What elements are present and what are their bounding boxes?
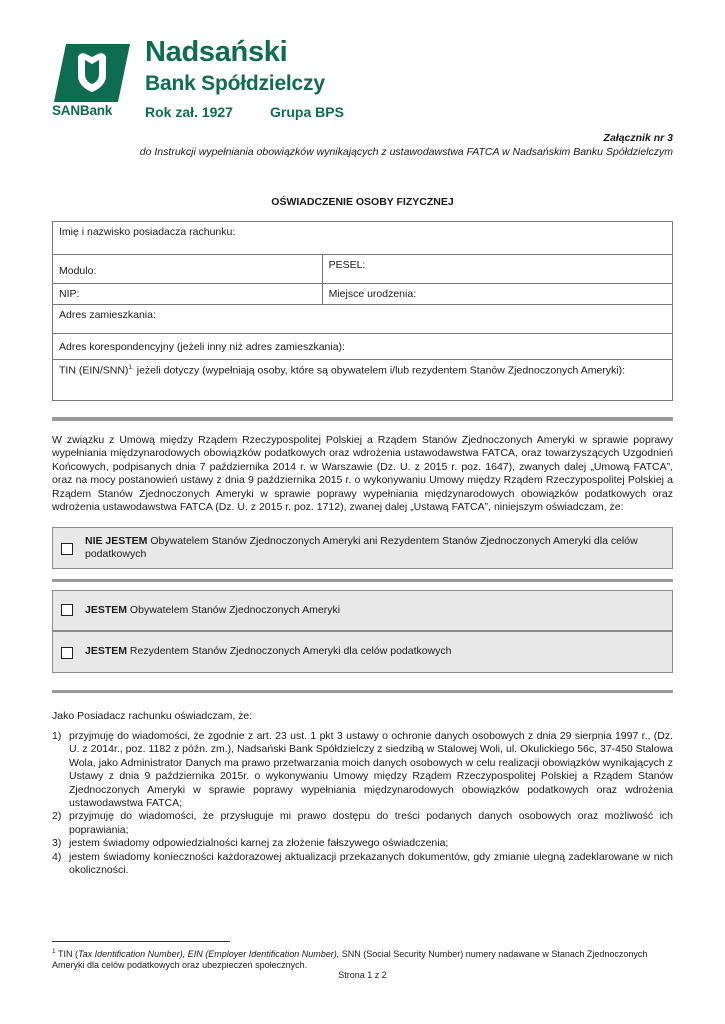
option-2-bold: JESTEM [85,603,128,616]
option-not-us-person[interactable] [52,527,673,569]
option-us-tax-resident[interactable] [52,631,673,673]
logo-bank-name: Nadsański [145,36,288,68]
logo-bank-name-2: Bank Spółdzielczy [145,72,325,95]
document-title: OŚWIADCZENIE OSOBY FIZYCZNEJ [271,196,454,208]
list-item: 3) jestem świadomy odpowiedzialności karnej za złożenie fałszywego oświadczenia; [52,837,449,850]
checkbox-us-tax-resident[interactable] [61,647,73,659]
declarations-list [52,730,673,877]
tin-label: TIN (EIN/SNN) [59,364,129,377]
pesel-field[interactable] [322,255,672,284]
residence-address-field[interactable] [53,305,673,334]
annex-title: Załącznik nr 3 [603,132,673,144]
declarations-heading: Jako Posiadacz rachunku oświadczam, że: [52,710,253,722]
option-us-citizen[interactable] [52,590,673,631]
option-2-text: Obywatelem Stanów Zjednoczonych Ameryki [127,603,341,616]
account-holder-name-label: Imię i nazwisko posiadacza rachunku: [59,226,236,238]
option-3-text: Rezydentem Stanów Zjednoczonych Ameryki dla celów podatkowych [127,645,452,658]
checkbox-not-us-person[interactable] [61,543,73,555]
correspondence-address-field[interactable] [53,334,673,360]
list-item: 1) przyjmuję do wiadomości, że zgodnie z art. 23 ust. 1 pkt 3 ustawy o ochronie danych osobowych z dnia 29 sierpnia 1997 r., (Dz. U. z 2014r., poz. 1182 z późn. zm.), Nadsański Bank Spółdzielczy z siedzibą w Stalowej Woli, ul. Okulickiego 56c, 37-450 Stalowa Wola, jako Administrator Danych ma prawo przetwarzania moich danych osobowych w celu realizacji obowiązków wynikających z Ustawy z dnia 9 października 2015r. o wykonywaniu Umowy między Rządem Rzeczypospolitej Polskiej a Rządem Stanów Zjednoczonych Ameryki w sprawie poprawy wypełniania międzynarodowych obowiązków podatkowych oraz wdrożenia ustawodawstwa FATCA; [52,730,673,810]
option-1-text: Obywatelem Stanów Zjednoczonych Ameryki ani Rezydentem Stanów Zjednoczonych Ameryki dla celów podatkowych [85,535,638,561]
modulo-field[interactable] [53,255,323,284]
personal-data-form [52,221,673,401]
footnote: $^1$ TIN (Tax Identification Number), EIN (Employer Identification Number), SNN (Social Security Number) numery nadawane w Stanach Zjednoczonych Ameryki dla celów podatkowych oraz ubezpieczeń społecznych. [52,948,648,970]
section-divider [52,417,673,421]
bank-logo-icon [52,42,132,104]
nip-label: NIP: [59,288,80,300]
logo-group: Grupa BPS [270,104,344,120]
option-3-bold: JESTEM [85,645,128,658]
option-1-bold: NIE JESTEM [85,535,148,547]
annex-subtitle: do Instrukcji wypełniania obowiązków wynikających z ustawodawstwa FATCA w Nadsańskim Banku Spółdzielczym [139,146,673,158]
list-item: 2) przyjmuję do wiadomości, że przysługuje mi prawo dostępu do treści podanych danych osobowych oraz możliwość ich poprawiania; [52,810,673,836]
birthplace-field[interactable] [322,284,672,305]
modulo-label: Modulo: [59,265,97,277]
correspondence-address-label: Adres korespondencyjny (jeżeli inny niż adres zamieszkania): [59,340,345,353]
list-item: 4) jestem świadomy konieczności każdorazowej aktualizacji przekazanych dokumentów, gdy zmianie ulegną zadeklarowane w nich okoliczności. [52,850,673,877]
section-divider [52,690,673,693]
residence-address-label: Adres zamieszkania: [59,309,156,321]
page-number: Strona 1 z 2 [338,970,387,980]
tin-note: jeżeli dotyczy (wypełniają osoby, które są obywatelem i/lub rezydentem Stanów Zjednoczonych Ameryki): [133,364,626,377]
nip-field[interactable] [53,284,323,305]
intro-paragraph: W związku z Umową między Rządem Rzeczypospolitej Polskiej a Rządem Stanów Zjednoczonych Ameryki w sprawie poprawy wypełniania międzynarodowych obowiązków podatkowych oraz wdrożenia ustawodawstwa FATCA, oraz towarzyszących Uzgodnień Końcowych, podpisanych dnia 7 października 2014 r. w Warszawie (Dz. U. z 2015 r. poz. 1647), zwanych dalej „Umową FATCA”, oraz na mocy postanowień ustawy z dnia 9 października 2015 r. o wykonywaniu Umowy między Rządem Rzeczypospolitej Polskiej a Rządem Stanów Zjednoczonych Ameryki w sprawie poprawy wypełniania międzynarodowych obowiązków podatkowych oraz wdrożenia ustawodawstwa FATCA (Dz. U. z 2015 r. poz. 1712), zwanej dalej „Ustawą FATCA”, niniejszym oświadczam, że: [52,434,673,514]
logo-brand-text: SANBank [52,103,113,118]
birthplace-label: Miejsce urodzenia: [328,288,417,300]
pesel-label: PESEL: [328,259,366,271]
logo-founded-year: Rok zał. 1927 [145,104,233,120]
tin-footnote-ref: 1. [128,364,134,371]
checkbox-us-citizen[interactable] [61,604,73,616]
footnote-rule [52,941,230,942]
account-holder-name-field[interactable] [53,222,673,255]
section-divider [52,579,673,582]
tin-field[interactable] [53,360,673,401]
